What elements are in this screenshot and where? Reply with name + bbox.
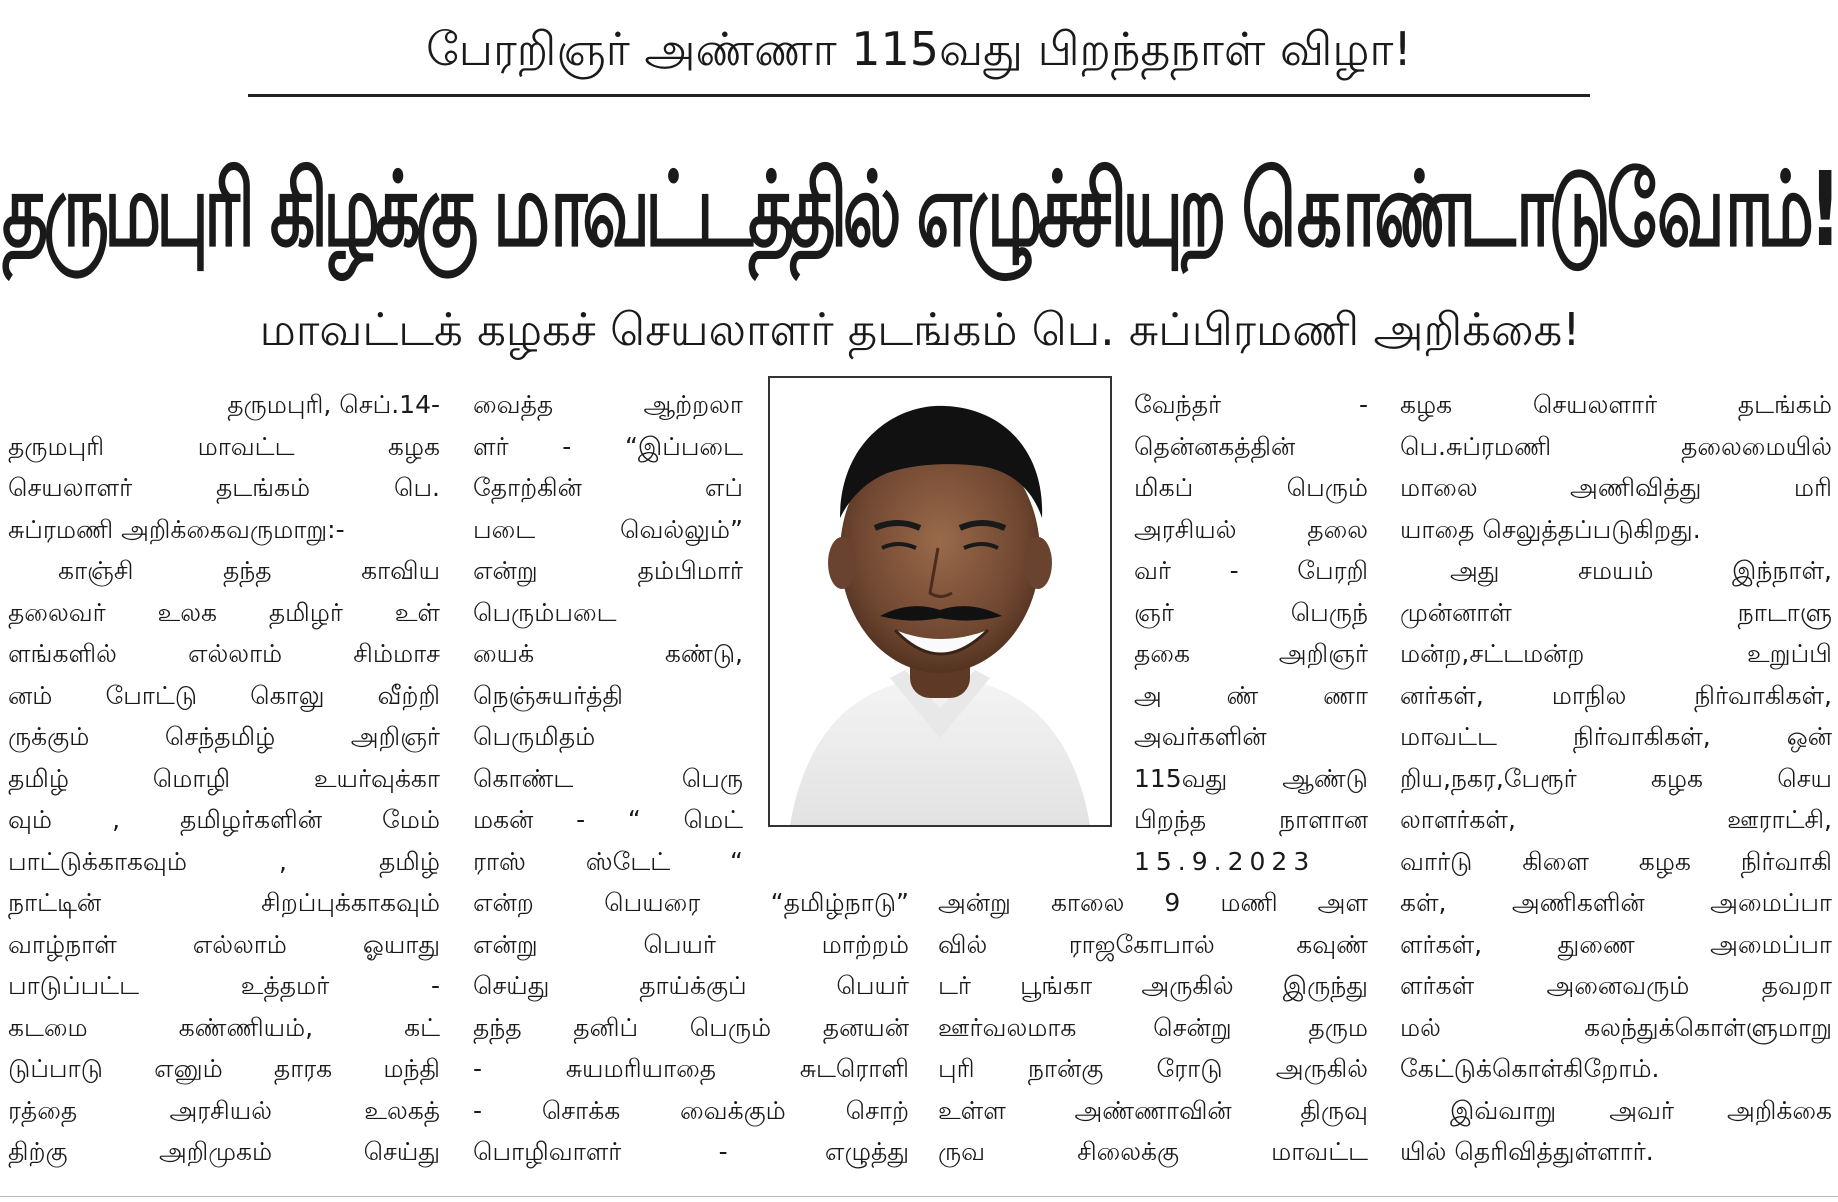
text-line: செய்து தாய்க்குப் பெயர்	[473, 971, 909, 1000]
text-line: நெஞ்சுயர்த்தி	[473, 680, 623, 710]
text-line: பிறந்த நாளான	[1134, 805, 1368, 834]
text-line: ஞர் பெருந்	[1134, 597, 1368, 627]
text-line: கொண்ட பெரு	[473, 763, 743, 793]
text-line: தலைவர் உலக தமிழர் உள்	[8, 597, 440, 627]
text-line: கேட்டுக்கொள்கிறோம்.	[1400, 1054, 1660, 1083]
kicker-headline: பேரறிஞர் அண்ணா 115வது பிறந்தநாள் விழா!	[426, 22, 1412, 76]
text-line: என்று தம்பிமார்	[473, 556, 743, 585]
text-line: உள்ள அண்ணாவின் திருவு	[938, 1095, 1368, 1125]
text-line: ளர்கள், துணை அமைப்பா	[1400, 929, 1832, 959]
text-line: தருமபுரி, செப்.14-	[227, 390, 440, 419]
text-line: 15.9.2023	[1134, 846, 1316, 876]
text-line: பொழிவாளர் - எழுத்து	[473, 1137, 909, 1166]
text-line: ராஸ் ஸ்டேட் “	[473, 846, 743, 876]
text-line: ளர்கள் அனைவரும் தவறா	[1400, 971, 1832, 1000]
text-line: ரத்தை அரசியல் உலகத்	[8, 1095, 440, 1125]
text-line: னம் போட்டு கொலு வீற்றி	[8, 680, 440, 710]
main-headline: தருமபுரி கிழக்கு மாவட்டத்தில் எழுச்சியுற கொண்டாடுவோம்!	[2, 149, 1837, 270]
text-line: காஞ்சி தந்த காவிய	[58, 556, 440, 585]
text-line: தகை அறிஞர்	[1134, 639, 1368, 668]
text-line: அது சமயம் இந்நாள்,	[1450, 556, 1832, 585]
text-line: வைத்த ஆற்றலா	[473, 390, 743, 419]
text-line: முன்னாள் நாடாளு	[1400, 597, 1832, 627]
text-line: வார்டு கிளை கழக நிர்வாகி	[1400, 846, 1832, 876]
text-line: - சொக்க வைக்கும் சொற்	[473, 1095, 909, 1125]
text-line: னர்கள், மாநில நிர்வாகிகள்,	[1400, 680, 1832, 710]
text-line: யாதை செலுத்தப்படுகிறது.	[1400, 514, 1701, 544]
text-line: ருக்கும் செந்தமிழ் அறிஞர்	[8, 722, 440, 751]
sub-headline: மாவட்டக் கழகச் செயலாளர் தடங்கம் பெ. சுப்பிரமணி அறிக்கை!	[259, 303, 1581, 356]
text-line: டர் பூங்கா அருகில் இருந்து	[938, 971, 1368, 1000]
text-line: ளங்களில் எல்லாம் சிம்மாச	[8, 639, 440, 668]
portrait-illustration	[770, 378, 1110, 825]
text-line: றிய,நகர,பேரூர் கழக செய	[1400, 763, 1832, 793]
article-column-3-upper	[1134, 384, 1368, 882]
text-line: பெ.சுப்ரமணி தலைமையில்	[1400, 431, 1832, 461]
text-line: கள், அணிகளின் அமைப்பா	[1400, 888, 1832, 917]
text-line: வில் ராஜகோபால் கவுண்	[938, 929, 1368, 959]
text-line: புரி நான்கு ரோடு அருகில்	[938, 1054, 1368, 1083]
text-line: பெரும்படை	[473, 597, 617, 627]
text-line: வாழ்நாள் எல்லாம் ஓயாது	[8, 929, 440, 959]
text-line: 115வது ஆண்டு	[1134, 763, 1368, 793]
text-line: இவ்வாறு அவர் அறிக்கை	[1450, 1095, 1832, 1125]
text-line: பாட்டுக்காகவும் , தமிழ்	[8, 846, 440, 876]
text-line: தோற்கின் எப்	[473, 473, 743, 502]
article-column-4	[1400, 384, 1832, 1173]
text-line: மாவட்ட நிர்வாகிகள், ஒன்	[1400, 722, 1832, 751]
text-line: வர் - பேரறி	[1134, 556, 1368, 585]
article-column-3-lower	[938, 882, 1368, 1173]
text-line: டுப்பாடு எனும் தாரக மந்தி	[8, 1054, 440, 1083]
text-line: மாலை அணிவித்து மரி	[1400, 473, 1832, 502]
text-line: அ ண் ணா	[1134, 680, 1368, 710]
text-line: மல் கலந்துக்கொள்ளுமாறு	[1400, 1012, 1832, 1042]
kicker-underline-rule	[248, 94, 1590, 97]
text-line: மன்ற,சட்டமன்ற உறுப்பி	[1400, 639, 1832, 668]
text-line: அரசியல் தலை	[1134, 514, 1368, 544]
text-line: யைக் கண்டு,	[473, 639, 743, 668]
text-line: நாட்டின் சிறப்புக்காகவும்	[8, 888, 440, 917]
article-column-2-upper	[473, 384, 743, 882]
text-line: மகன் - “ மெட்	[473, 805, 743, 834]
text-line: ஊர்வலமாக சென்று தரும	[938, 1012, 1368, 1042]
text-line: அன்று காலை 9 மணி அள	[938, 888, 1368, 917]
text-line: தந்த தனிப் பெரும் தனயன்	[473, 1012, 909, 1042]
text-line: - சுயமரியாதை சுடரொளி	[473, 1054, 909, 1083]
text-line: படை வெல்லும்”	[473, 514, 743, 544]
portrait-photo	[768, 376, 1112, 827]
text-line: என்று பெயர் மாற்றம்	[473, 929, 909, 959]
text-line: கழக செயலளார் தடங்கம்	[1400, 390, 1832, 419]
text-line: வேந்தர் -	[1134, 390, 1368, 419]
text-line: பெருமிதம்	[473, 722, 596, 751]
text-line: லாளர்கள், ஊராட்சி,	[1400, 805, 1832, 834]
article-column-1	[8, 384, 440, 1173]
text-line: தருமபுரி மாவட்ட கழக	[8, 431, 440, 461]
text-line: அவர்களின்	[1134, 722, 1267, 751]
text-line: ருவ சிலைக்கு மாவட்ட	[938, 1137, 1368, 1166]
text-line: என்ற பெயரை “தமிழ்நாடு”	[473, 888, 909, 917]
text-line: பாடுப்பட்ட உத்தமர் -	[8, 971, 440, 1000]
text-line: யில் தெரிவித்துள்ளார்.	[1400, 1137, 1654, 1166]
text-line: ளர் - “இப்படை	[473, 431, 743, 461]
text-line: கடமை கண்ணியம், கட்	[8, 1012, 440, 1042]
text-line: செயலாளர் தடங்கம் பெ.	[8, 473, 440, 502]
text-line: திற்கு அறிமுகம் செய்து	[8, 1137, 440, 1166]
article-column-2-lower	[473, 882, 909, 1173]
text-line: மிகப் பெரும்	[1134, 473, 1368, 502]
bottom-border	[0, 1196, 1838, 1197]
text-line: தென்னகத்தின்	[1134, 431, 1296, 461]
text-line: சுப்ரமணி அறிக்கைவருமாறு:-	[8, 514, 345, 544]
text-line: தமிழ் மொழி உயர்வுக்கா	[8, 763, 440, 793]
text-line: வும் , தமிழர்களின் மேம்	[8, 805, 440, 834]
